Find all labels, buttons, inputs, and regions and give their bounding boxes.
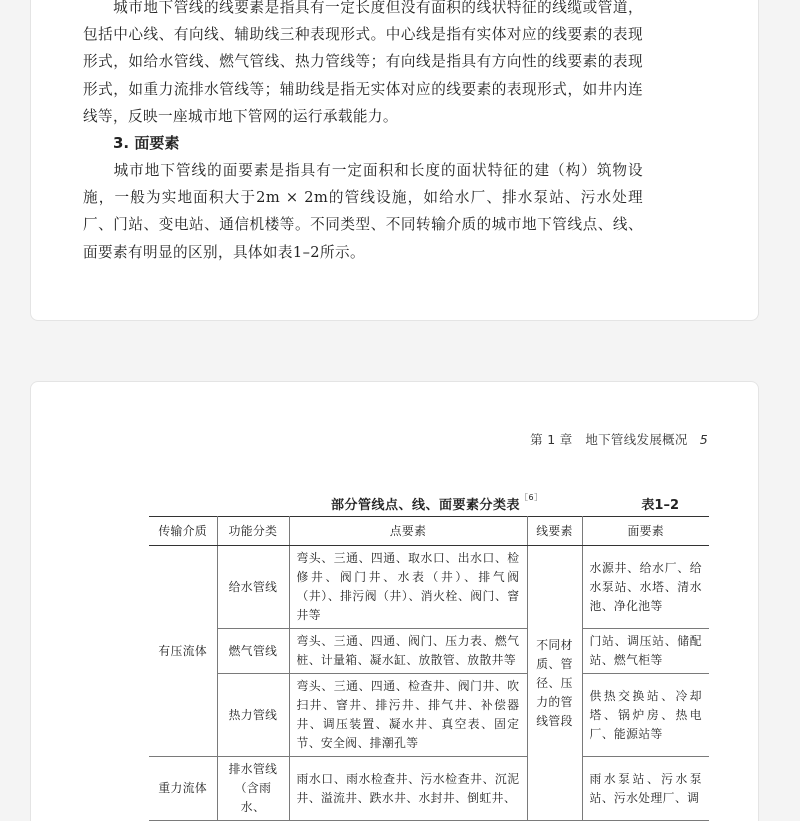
table-header-row	[149, 517, 709, 546]
section-heading: 3. 面要素	[113, 134, 180, 152]
paragraph-area-elements	[83, 157, 643, 266]
header-function: 功能分类	[217, 517, 289, 546]
line-element-cell: 不同材质、管径、压力的管线管段	[527, 546, 582, 821]
header-points: 点要素	[289, 517, 527, 546]
table-row	[149, 629, 709, 674]
running-head-title: 第 1 章 地下管线发展概况	[530, 432, 688, 447]
header-areas: 面要素	[582, 517, 709, 546]
function-cell: 排水管线（含雨水、	[217, 757, 289, 821]
areas-cell: 门站、调压站、储配站、燃气柜等	[582, 629, 709, 674]
medium-cell: 有压流体	[149, 546, 217, 757]
paragraph-line-elements-text: 城市地下管线的线要素是指具有一定长度但没有面积的线状特征的线缆或管道，包括中心线、有向线、辅助线三种表现形式。中心线是指有实体对应的线要素的表现形式，如给水管线、燃气管线、热力管线等；有向线是指具有方向性的线要素的表现形式，如重力流排水管线等；辅助线是指无实体对应的线要素的表现形式，如井内连线等，反映一座城市地下管网的运行承载能力。	[83, 0, 643, 125]
header-lines: 线要素	[527, 517, 582, 546]
table-row	[149, 674, 709, 757]
table-title-text: 部分管线点、线、面要素分类表	[331, 498, 521, 513]
table-caption	[149, 494, 709, 514]
paragraph-area-elements-text: 城市地下管线的面要素是指具有一定面积和长度的面状特征的建（构）筑物设施，一般为实地面积大于2m × 2m的管线设施，如给水厂、排水泵站、污水处理厂、门站、变电站、通信机楼等。不同类型、不同转输介质的城市地下管线点、线、面要素有明显的区别，具体如表1–2所示。	[83, 162, 643, 261]
table-number: 表1–2	[641, 498, 679, 513]
header-medium: 传输介质	[149, 517, 217, 546]
points-cell: 弯头、三通、四通、阀门、压力表、燃气桩、计量箱、凝水缸、放散管、放散井等	[289, 629, 527, 674]
function-cell: 热力管线	[217, 674, 289, 757]
points-cell: 弯头、三通、四通、检查井、阀门井、吹扫井、窨井、排污井、排气井、补偿器井、调压装置、凝水井、真空表、固定节、安全阀、排潮孔等	[289, 674, 527, 757]
function-cell: 燃气管线	[217, 629, 289, 674]
page-number: 5	[699, 432, 708, 447]
paragraph-line-elements	[83, 0, 643, 130]
areas-cell: 雨水泵站、污水泵站、污水处理厂、调	[582, 757, 709, 821]
points-cell: 弯头、三通、四通、取水口、出水口、检修井、阀门井、水表（井）、排气阀（井）、排污阀（井）、消火栓、阀门、窨井等	[289, 546, 527, 629]
table-row	[149, 546, 709, 629]
table-citation: ［6］	[520, 493, 543, 502]
table-title	[331, 494, 543, 513]
page-bottom	[30, 381, 759, 821]
classification-table	[149, 516, 709, 821]
areas-cell: 水源井、给水厂、给水泵站、水塔、清水池、净化池等	[582, 546, 709, 629]
function-cell: 给水管线	[217, 546, 289, 629]
table-row	[149, 757, 709, 821]
running-header	[530, 430, 708, 448]
medium-cell: 重力流体	[149, 757, 217, 821]
points-cell: 雨水口、雨水检查井、污水检查井、沉泥井、溢流井、跌水井、水封井、倒虹井、	[289, 757, 527, 821]
page-top	[30, 0, 759, 321]
areas-cell: 供热交换站、冷却塔、锅炉房、热电厂、能源站等	[582, 674, 709, 757]
